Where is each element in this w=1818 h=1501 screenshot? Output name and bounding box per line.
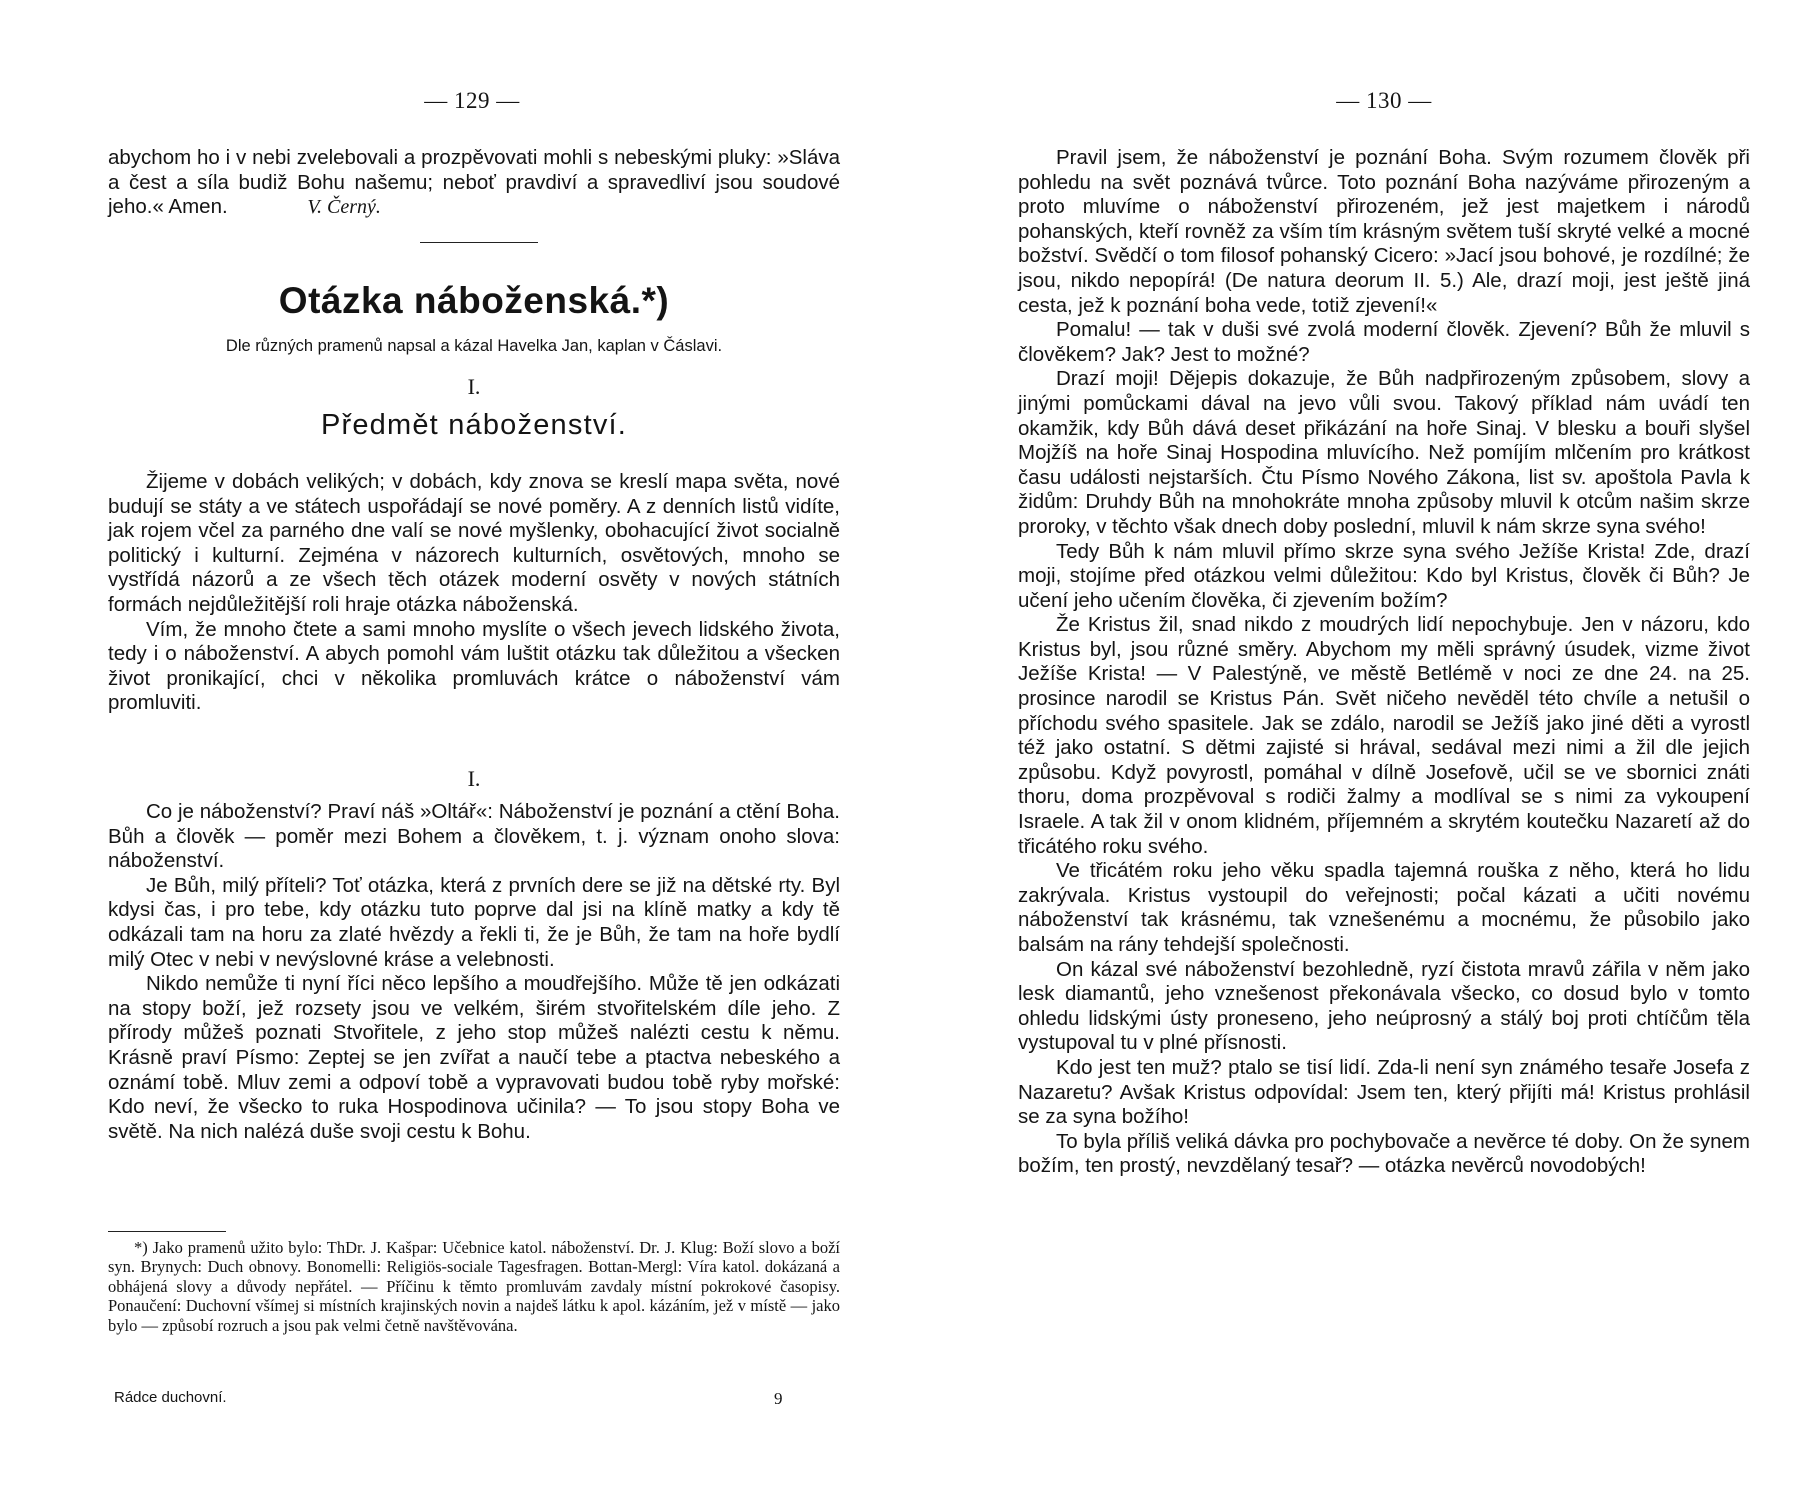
opening-paragraph <box>108 146 840 220</box>
body-text-block <box>108 800 840 1144</box>
article-title: Otázka náboženská.*) <box>278 280 670 321</box>
body-text-block <box>1018 146 1750 1179</box>
right-page <box>1018 0 1750 1501</box>
footnote-text: *) Jako pramenů užito bylo: ThDr. J. Kašpar: Učebnice katol. náboženství. Dr. J. Klug: Boží slovo a boží syn. Brynych: Duch obnovy. Bonomelli: Religiös-sociale Tagesfragen. Bottan-Mergl: Víra katol. dokázaná a obhájená slovy a důvody nepřátel. — Příčinu k těmto promluvám zavdaly místní pokrokové časopisy. Ponaučení: Duchovní všímej si místních krajinských novin a najdeš látku k apol. kázáním, jež v místě — jako bylo — způsobí rozruch a jsou pak velmi četně navštěvována. <box>108 1238 840 1335</box>
paragraph: Co je náboženství? Praví náš »Oltář«: Náboženství je poznání a ctění Boha. Bůh a člověk — poměr mezi Bohem a člověkem, t. j. význam onoho slova: náboženství. <box>108 800 840 873</box>
paragraph: Kdo jest ten muž? ptalo se tisí lidí. Zda-li není syn známého tesaře Josefa z Nazaretu? Avšak Kristus odpovídal: Jsem ten, který přijíti má! Kristus prohlásil se za syna božího! <box>1018 1055 1750 1129</box>
paragraph: On kázal své náboženství bezohledně, ryzí čistota mravů zářila v něm jako lesk diamantů, jeho vznešenost překonávala všecko, co dosud bylo v tomto ohledu lidskými ústy proneseno, jeho neúprosný a stálý boj proti chtíčům těla vystupoval tu v plné přísnosti. <box>1018 957 1750 1055</box>
byline: Dle různých pramenů napsal a kázal Havelka Jan, kaplan v Čáslavi. <box>225 337 723 355</box>
footer-label: Rádce duchovní. <box>114 1389 227 1406</box>
paragraph: Nikdo nemůže ti nyní říci něco lepšího a moudřejšího. Může tě jen odkázati na stopy boží, jež rozsety jsou ve velkém, širém stvořitelském díle jeho. Z přírody můžeš poznati Stvořitele, z jeho stop můžeš nalézti cestu k němu. Krásně praví Písmo: Zeptej se jen zvířat a naučí tebe a ptactva nebeského a oznámí tobě. Mluv zemi a odpoví tobě a vypravovati budou tobě ryby mořské: Kdo neví, že všecko to ruka Hospodinova učinila? — To jsou stopy Boha ve světě. Na nich nalézá duše svoji cestu k Bohu. <box>108 972 840 1143</box>
left-page <box>108 0 840 1501</box>
page-number: — 129 — <box>424 88 520 113</box>
subsection-numeral: I. <box>467 766 481 791</box>
section-numeral: I. <box>467 374 481 399</box>
section-title: Předmět náboženství. <box>320 409 628 441</box>
paragraph: Že Kristus žil, snad nikdo z moudrých lidí nepochybuje. Jen v názoru, kdo Kristus byl, jsou různé směry. Abychom my měli správný úsudek, vizme život Ježíše Krista! — V Palestýně, ve městě Betlémě v noci ze dne 24. na 25. prosince narodil se Kristus Pán. Svět ničeho nevěděl této chvíle a netušil o příchodu svého spasitele. Jak se zdálo, narodil se Ježíš jako jiné děti a vyrostl též jako ostatní. S dětmi zajisté si hrával, sedával mezi nimi a žil dle jejich způsobu. Když povyrostl, pomáhal v dílně Josefově, učil se ve sbornici znáti thoru, doma prozpěvoval s rodiči žalmy a modlíval se s nimi za vykoupení Israele. A tak žil v onom klidném, příjemném a skrytém koutečku Nazaretí až do třicátého roku svého. <box>1018 613 1750 858</box>
signature-mark: 9 <box>774 1389 783 1408</box>
paragraph: Tedy Bůh k nám mluvil přímo skrze syna svého Ježíše Krista! Zde, drazí moji, stojíme před otázkou velmi důležitou: Kdo byl Kristus, člověk či Bůh? Je učení jeho učením člověka, či zjevením božím? <box>1018 539 1750 612</box>
opening-text: abychom ho i v nebi zvelebovali a prozpěvovati mohli s nebeskými pluky: »Sláva a čest a síla budiž Bohu našemu; neboť pravdiví a spravedliví jsou soudové jeho.« Amen. <box>108 146 840 219</box>
section-divider <box>420 242 538 243</box>
author-signature: V. Černý. <box>307 196 381 219</box>
paragraph: Je Bůh, milý příteli? Toť otázka, která z prvních dere se již na dětské rty. Byl kdysi čas, i pro tebe, kdy otázku tuto poprve dal jsi na klíně matky a kdy tě odkázali tam na horu za zlaté hvězdy a řekli ti, že je Bůh, že tam na hoře bydlí milý Otec v nebi v nevýslovné kráse a velebnosti. <box>108 873 840 971</box>
footnote <box>108 1238 840 1335</box>
paragraph: To byla příliš veliká dávka pro pochybovače a nevěrce té doby. On že synem božím, ten prostý, nevzdělaný tesař? — otázka nevěrců novodobých! <box>1018 1129 1750 1178</box>
paragraph: Ve třicátém roku jeho věku spadla tajemná rouška z něho, která ho lidu zakrývala. Kristus vystoupil do veřejnosti; počal kázati a učiti novému náboženství tak krásnému, tak vznešenému a mocnému, že působilo jako balsám na rány tehdejší společnosti. <box>1018 859 1750 956</box>
paragraph: Vím, že mnoho čtete a sami mnoho myslíte o všech jevech lidského života, tedy i o náboženství. A abych pomohl vám luštit otázku tak důležitou a všecken život pronikající, chci v několika promluvách krátce o náboženství vám promluviti. <box>108 617 840 715</box>
paragraph: Žijeme v dobách velikých; v dobách, kdy znova se kreslí mapa světa, nové budují se státy a ve státech uspořádají se nové poměry. A z denních listů vidíte, jak rojem včel za parného dne valí se nové myšlenky, obohacující život socialně politický i kulturní. Zejména v názorech kulturních, osvětových, mnoho se vystřídá názorů a ze všech těch otázek moderní osvěty v nových státních formách nejdůležitější roli hraje otázka náboženská. <box>108 470 840 616</box>
page-number: — 130 — <box>1336 88 1432 113</box>
body-text-block <box>108 470 840 716</box>
paragraph: Pravil jsem, že náboženství je poznání Boha. Svým rozumem člověk při pohledu na svět poznává tvůrce. Toto poznání Boha nazýváme přirozeným a proto mluvíme o náboženství přirozeném, jež jest majetkem i národů pohanských, kteří rovněž za vším tím krásným světem tuší skryté velké a mocné božství. Svědčí o tom filosof pohanský Cicero: »Jací jsou bohové, je rozdílné; že jsou, nikdo nepopírá! (De natura deorum II. 5.) Ale, drazí moji, jest ještě jiná cesta, jež k poznání boha vede, totiž zjevení!« <box>1018 146 1750 317</box>
paragraph: Pomalu! — tak v duši své zvolá moderní člověk. Zjevení? Bůh že mluvil s člověkem? Jak? Jest to možné? <box>1018 318 1750 366</box>
footnote-rule <box>108 1231 226 1232</box>
paragraph: Drazí moji! Dějepis dokazuje, že Bůh nadpřirozeným způsobem, slovy a jinými pomůckami dával na jevo vůli svou. Takový příklad nám uvádí ten okamžik, kdy Bůh dává deset přikázání na hoře Sinaj. V blesku a bouři slyšel Mojžíš na hoře Sinaj Hospodina mluvícího. Než pomíjím mlčením pro krátkost času události nejstarších. Čtu Písmo Nového Zákona, list sv. apoštola Pavla k židům: Druhdy Bůh na mnohokráte mnoha způsoby mluvil k otcům našim skrze proroky, v těchto však dnech doby poslední, mluvil k nám skrze syna svého! <box>1018 367 1750 538</box>
